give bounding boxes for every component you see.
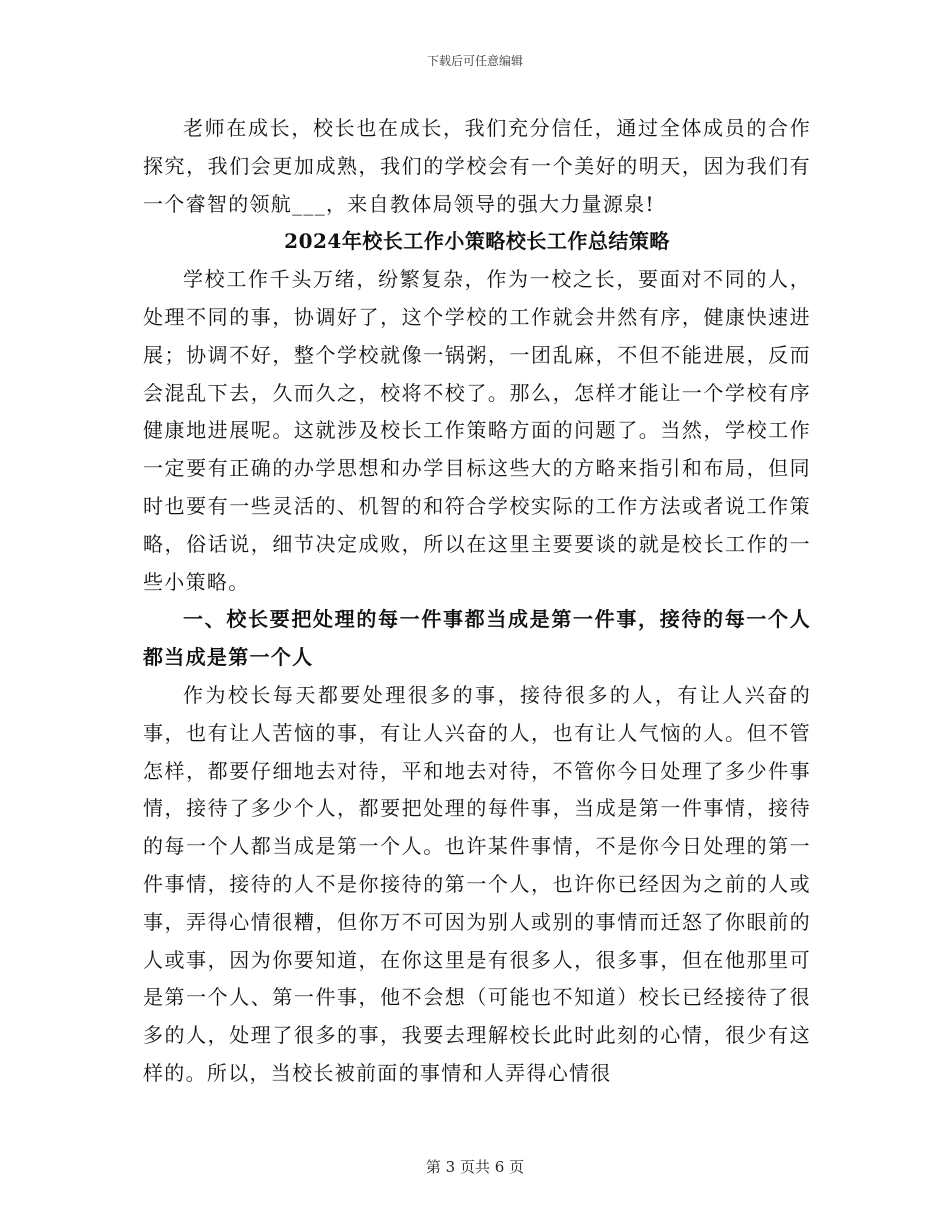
body-paragraph-2: 作为校长每天都要处理很多的事，接待很多的人，有让人兴奋的事，也有让人苦恼的事，有让人兴奋的人，也有让人气恼的人。但不管怎样，都要仔细地去对待，平和地去对待，不管你今日处理了多少件事情，接待了多少个人，都要把处理的每件事，当成是第一件事情，接待的每一个人都当成是第一个人。也许某件事情，不是你今日处理的第一件事情，接待的人不是你接待的第一个人，也许你已经因为之前的人或事，弄得心情很糟，但你万不可因为别人或别的事情而迁怒了你眼前的人或事，因为你要知道，在你这里是有很多人，很多事，但在他那里可是第一个人、第一件事，他不会想（可能也不知道）校长已经接待了很多的人，处理了很多的事，我要去理解校长此时此刻的心情，很少有这样的。所以，当校长被前面的事情和人弄得心情很 [143,682,811,1085]
page-header: 下载后可任意编辑 [426,54,523,68]
section-heading-1: 一、校长要把处理的每一件事都当成是第一件事，接待的每一个人都当成是第一个人 [143,607,811,670]
page-footer: 第 3 页共 6 页 [425,1158,525,1176]
document-title: 2024年校长工作小策略校长工作总结策略 [284,229,670,254]
intro-paragraph: 老师在成长，校长也在成长，我们充分信任，通过全体成员的合作探究，我们会更加成熟，我们的学校会有一个美好的明天，因为我们有一个睿智的领航___，来自教体局领导的强大力量源泉! [143,116,811,216]
document-body [143,110,811,1093]
body-paragraph-1: 学校工作千头万绪，纷繁复杂，作为一校之长，要面对不同的人，处理不同的事，协调好了，这个学校的工作就会井然有序，健康快速进展；协调不好，整个学校就像一锅粥，一团乱麻，不但不能进展，反而会混乱下去，久而久之，校将不校了。那么，怎样才能让一个学校有序健康地进展呢。这就涉及校长工作策略方面的问题了。当然，学校工作一定要有正确的办学思想和办学目标这些大的方略来指引和布局，但同时也要有一些灵活的、机智的和符合学校实际的工作方法或者说工作策略，俗话说，细节决定成败，所以在这里主要要谈的就是校长工作的一些小策略。 [143,267,811,594]
